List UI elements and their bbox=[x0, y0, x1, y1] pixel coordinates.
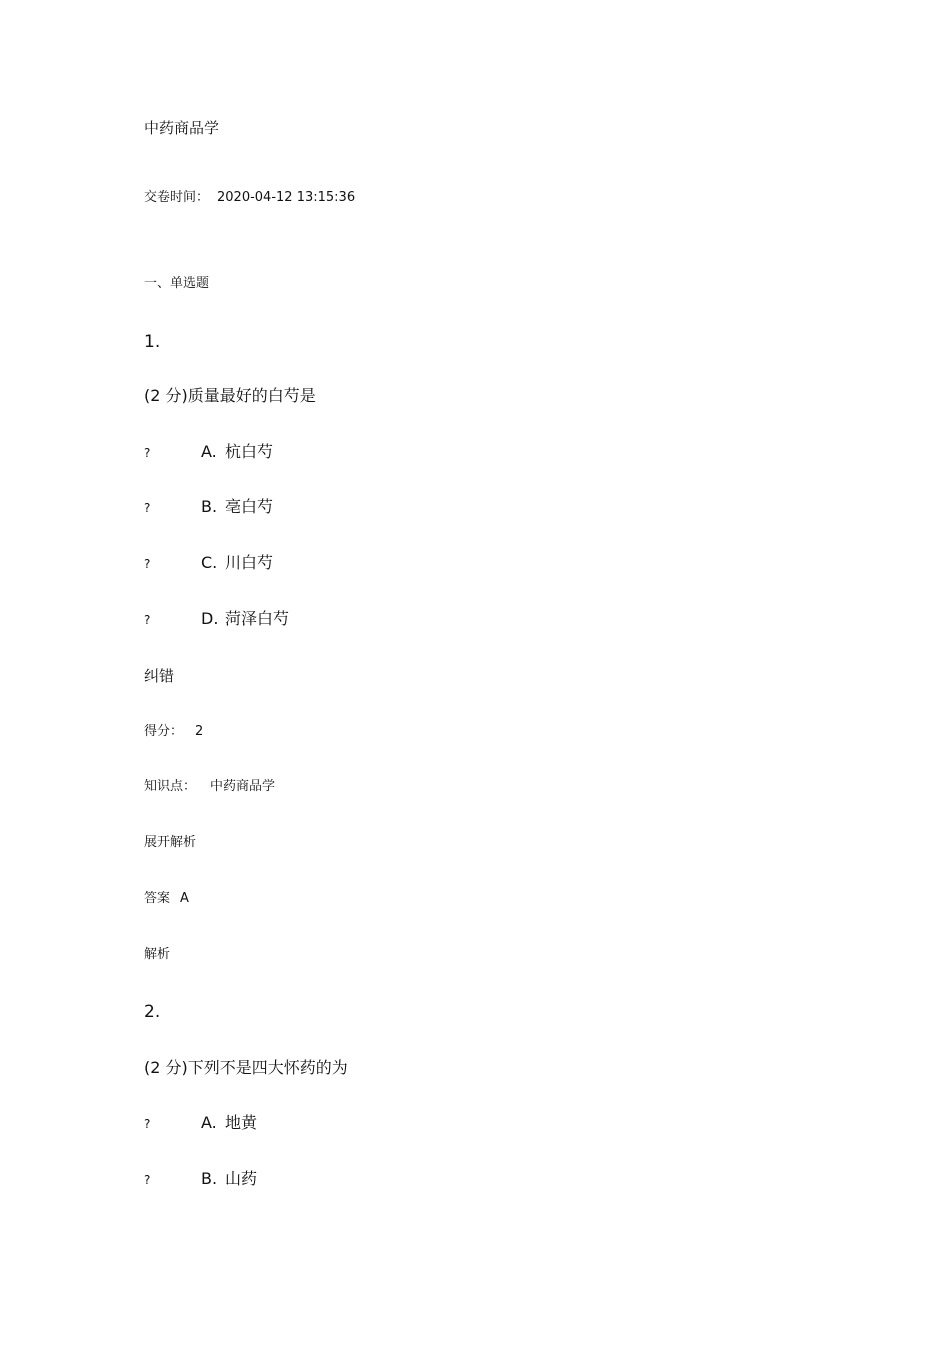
question-number: 1. bbox=[144, 332, 161, 352]
answer-row bbox=[144, 892, 189, 905]
option-a[interactable] bbox=[144, 1115, 257, 1131]
submit-time-value: 2020-04-12 13:15:36 bbox=[217, 190, 356, 205]
option-b[interactable] bbox=[144, 499, 273, 515]
option-radio-icon[interactable]: ? bbox=[144, 613, 151, 627]
option-letter: B. bbox=[201, 497, 218, 516]
question-stem: (2 分)质量最好的白芍是 bbox=[144, 386, 316, 405]
option-text: 山药 bbox=[225, 1169, 258, 1188]
section-title: 一、单选题 bbox=[144, 276, 210, 291]
option-letter: D. bbox=[201, 609, 219, 628]
question-number: 2. bbox=[144, 1002, 161, 1022]
option-letter: A. bbox=[201, 1113, 217, 1132]
score-row bbox=[144, 725, 203, 738]
question-stem: (2 分)下列不是四大怀药的为 bbox=[144, 1058, 348, 1077]
knowledge-row bbox=[144, 780, 275, 793]
option-letter: C. bbox=[201, 553, 218, 572]
submit-time-label: 交卷时间： bbox=[144, 190, 210, 205]
submit-time-row bbox=[144, 191, 355, 204]
knowledge-label: 知识点： bbox=[144, 779, 197, 794]
option-radio-icon[interactable]: ? bbox=[144, 446, 151, 460]
page-title: 中药商品学 bbox=[144, 119, 220, 137]
option-radio-icon[interactable]: ? bbox=[144, 501, 151, 515]
analysis-label: 解析 bbox=[144, 947, 171, 962]
option-radio-icon[interactable]: ? bbox=[144, 557, 151, 571]
answer-value: A bbox=[180, 891, 189, 906]
option-text: 杭白芍 bbox=[225, 442, 274, 461]
option-c[interactable] bbox=[144, 555, 273, 571]
expand-analysis-link[interactable]: 展开解析 bbox=[144, 835, 197, 850]
score-label: 得分： bbox=[144, 724, 184, 739]
option-d[interactable] bbox=[144, 611, 289, 627]
option-text: 地黄 bbox=[225, 1113, 258, 1132]
score-value: 2 bbox=[195, 724, 204, 739]
answer-label: 答案 bbox=[144, 891, 171, 906]
option-radio-icon[interactable]: ? bbox=[144, 1117, 151, 1131]
correct-error-link[interactable]: 纠错 bbox=[144, 667, 175, 685]
knowledge-value: 中药商品学 bbox=[210, 779, 276, 794]
option-letter: A. bbox=[201, 442, 217, 461]
option-a[interactable] bbox=[144, 444, 273, 460]
option-letter: B. bbox=[201, 1169, 218, 1188]
option-radio-icon[interactable]: ? bbox=[144, 1173, 151, 1187]
option-text: 菏泽白芍 bbox=[225, 609, 290, 628]
option-b[interactable] bbox=[144, 1171, 257, 1187]
option-text: 亳白芍 bbox=[225, 497, 274, 516]
option-text: 川白芍 bbox=[225, 553, 274, 572]
